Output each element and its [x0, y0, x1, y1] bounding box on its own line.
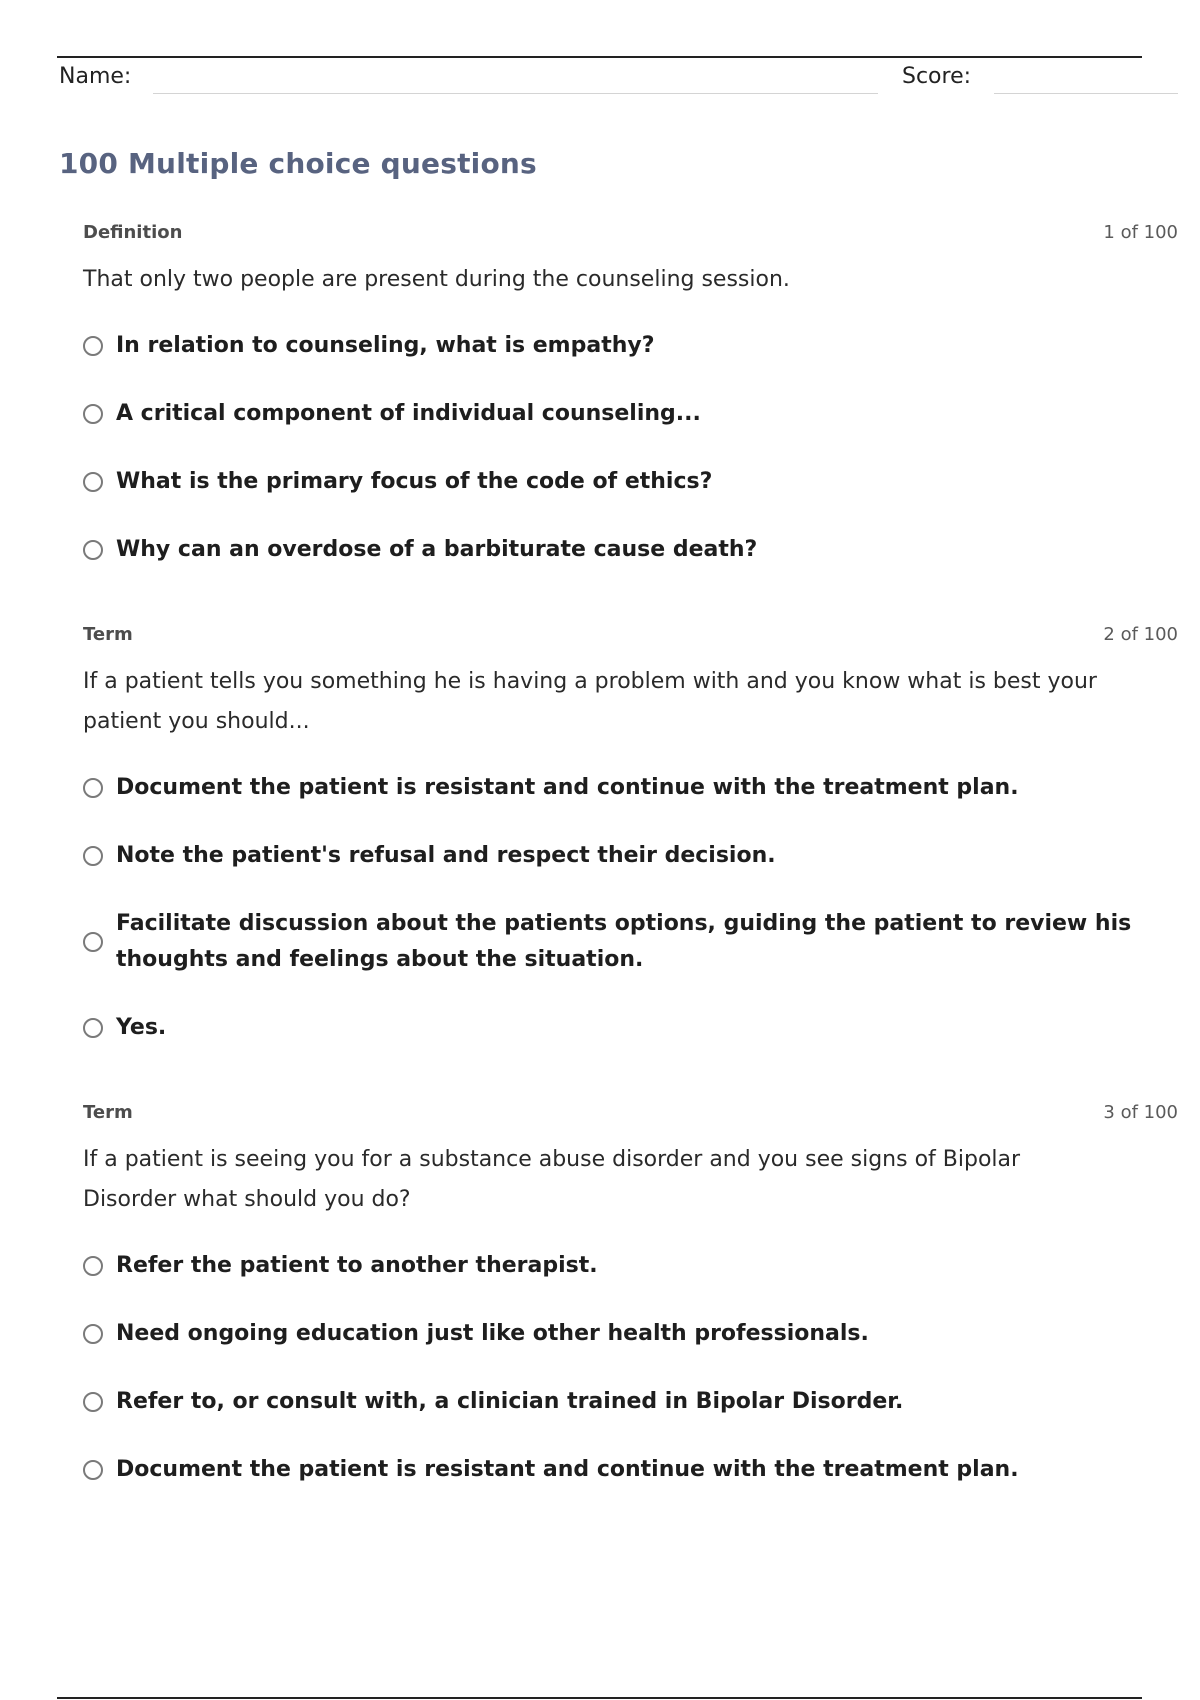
radio-button-icon[interactable] — [83, 1256, 103, 1276]
radio-button-icon[interactable] — [83, 472, 103, 492]
quiz-title: 100 Multiple choice questions — [59, 147, 537, 180]
question-header — [83, 624, 1178, 650]
answer-option[interactable] — [83, 1436, 1178, 1504]
answer-option[interactable] — [83, 822, 1178, 890]
answer-options — [83, 312, 1178, 584]
answer-option[interactable] — [83, 312, 1178, 380]
answer-options — [83, 1232, 1178, 1504]
answer-option-text: Facilitate discussion about the patients options, guiding the patient to review his thoughts and feelings about the situation. — [116, 911, 1132, 972]
question-1 — [83, 222, 1178, 584]
question-type-label: Term — [83, 624, 133, 645]
question-2 — [83, 624, 1178, 1062]
answer-option-text: Refer the patient to another therapist. — [116, 1253, 598, 1278]
question-3 — [83, 1102, 1178, 1504]
name-label: Name: — [59, 64, 132, 89]
name-write-in-line[interactable] — [153, 93, 878, 94]
radio-button-icon[interactable] — [83, 1324, 103, 1344]
answer-options — [83, 754, 1178, 1062]
answer-option-text: What is the primary focus of the code of ethics? — [116, 469, 713, 494]
radio-button-icon[interactable] — [83, 404, 103, 424]
question-header — [83, 1102, 1178, 1128]
question-prompt: If a patient tells you something he is having a problem with and you know what is best your patient you should... — [83, 669, 1097, 734]
answer-option-text: Note the patient's refusal and respect their decision. — [116, 843, 776, 868]
question-list — [83, 222, 1178, 1544]
answer-option[interactable] — [83, 1232, 1178, 1300]
answer-option[interactable] — [83, 516, 1178, 584]
radio-button-icon[interactable] — [83, 932, 103, 952]
radio-button-icon[interactable] — [83, 846, 103, 866]
radio-button-icon[interactable] — [83, 336, 103, 356]
answer-option[interactable] — [83, 994, 1178, 1062]
answer-option-text: Why can an overdose of a barbiturate cause death? — [116, 537, 758, 562]
answer-option-text: Need ongoing education just like other health professionals. — [116, 1321, 869, 1346]
radio-button-icon[interactable] — [83, 1460, 103, 1480]
radio-button-icon[interactable] — [83, 1018, 103, 1038]
answer-option-text: In relation to counseling, what is empathy? — [116, 333, 655, 358]
question-prompt: If a patient is seeing you for a substance abuse disorder and you see signs of Bipolar Disorder what should you do? — [83, 1147, 1021, 1212]
answer-option[interactable] — [83, 1368, 1178, 1436]
answer-option[interactable] — [83, 1300, 1178, 1368]
answer-option[interactable] — [83, 380, 1178, 448]
radio-button-icon[interactable] — [83, 778, 103, 798]
answer-option[interactable] — [83, 890, 1178, 994]
answer-option-text: Yes. — [116, 1015, 167, 1040]
answer-option[interactable] — [83, 754, 1178, 822]
answer-option-text: Document the patient is resistant and continue with the treatment plan. — [116, 775, 1019, 800]
answer-option-text: A critical component of individual counseling... — [116, 401, 701, 426]
question-type-label: Term — [83, 1102, 133, 1123]
question-prompt: That only two people are present during the counseling session. — [83, 267, 790, 292]
question-header — [83, 222, 1178, 248]
question-counter: 1 of 100 — [1103, 222, 1178, 243]
question-counter: 2 of 100 — [1103, 624, 1178, 645]
radio-button-icon[interactable] — [83, 540, 103, 560]
answer-option-text: Document the patient is resistant and continue with the treatment plan. — [116, 1457, 1019, 1482]
answer-option[interactable] — [83, 448, 1178, 516]
score-label: Score: — [902, 64, 972, 89]
answer-option-text: Refer to, or consult with, a clinician trained in Bipolar Disorder. — [116, 1389, 904, 1414]
question-type-label: Definition — [83, 222, 183, 243]
bottom-divider — [57, 1697, 1142, 1699]
score-write-in-line[interactable] — [994, 93, 1178, 94]
radio-button-icon[interactable] — [83, 1392, 103, 1412]
name-score-header — [0, 58, 1200, 98]
question-counter: 3 of 100 — [1103, 1102, 1178, 1123]
